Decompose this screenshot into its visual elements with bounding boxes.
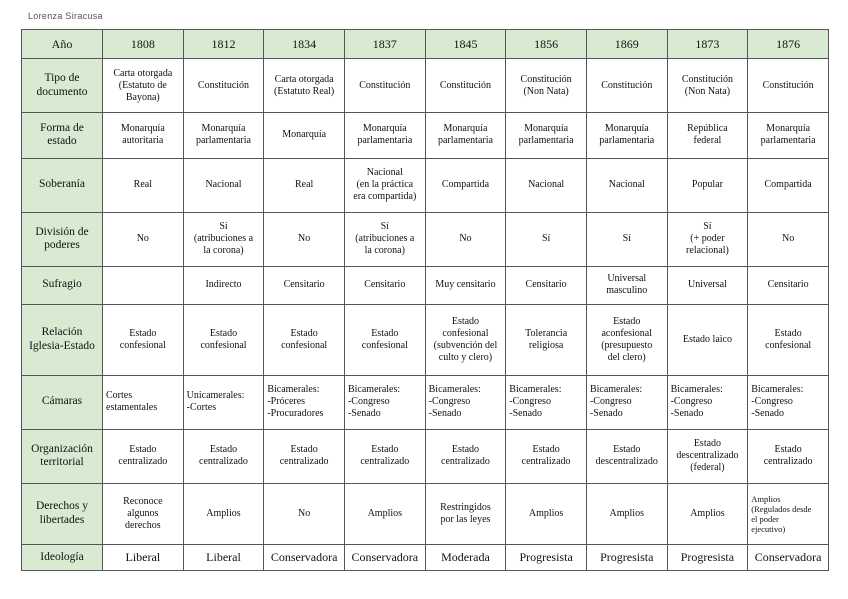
header-year: 1845 — [425, 30, 506, 59]
table-cell: Bicamerales: -Congreso -Senado — [506, 375, 587, 429]
table-row — [22, 304, 829, 375]
table-cell: Sí (atribuciones a la corona) — [183, 212, 264, 266]
table-cell: Estado centralizado — [264, 429, 345, 483]
table-cell: Estado centralizado — [425, 429, 506, 483]
table-cell: Estado descentralizado (federal) — [667, 429, 748, 483]
table-cell: Progresista — [586, 544, 667, 570]
table-cell: Nacional (en la práctica era compartida) — [344, 158, 425, 212]
table-cell: Real — [264, 158, 345, 212]
table-cell: Amplios — [183, 483, 264, 544]
header-year: 1856 — [506, 30, 587, 59]
table-cell: Amplios — [586, 483, 667, 544]
table-cell: Unicamerales: -Cortes — [183, 375, 264, 429]
table-cell: Progresista — [506, 544, 587, 570]
table-cell: Sí (atribuciones a la corona) — [344, 212, 425, 266]
table-cell: Amplios — [344, 483, 425, 544]
table-cell: Monarquía autoritaria — [103, 113, 184, 158]
table-cell: Monarquía — [264, 113, 345, 158]
table-cell: Conservadora — [748, 544, 829, 570]
table-cell: Monarquía parlamentaria — [748, 113, 829, 158]
table-cell: Constitución — [586, 59, 667, 113]
table-row — [22, 212, 829, 266]
table-cell: Moderada — [425, 544, 506, 570]
table-cell: Sí — [506, 212, 587, 266]
table-cell: Muy censitario — [425, 267, 506, 305]
table-row — [22, 267, 829, 305]
table-cell: Real — [103, 158, 184, 212]
table-cell: Estado centralizado — [506, 429, 587, 483]
table-cell: Censitario — [748, 267, 829, 305]
table-cell: No — [425, 212, 506, 266]
constitutions-table — [21, 29, 829, 571]
table-cell: No — [264, 212, 345, 266]
row-label: Cámaras — [22, 375, 103, 429]
table-cell: No — [748, 212, 829, 266]
table-cell: Monarquía parlamentaria — [183, 113, 264, 158]
table-row — [22, 113, 829, 158]
table-cell: No — [264, 483, 345, 544]
table-cell: Constitución — [344, 59, 425, 113]
row-label: Sufragio — [22, 267, 103, 305]
table-cell: Estado centralizado — [748, 429, 829, 483]
table-row — [22, 544, 829, 570]
table-cell: Liberal — [103, 544, 184, 570]
table-cell: Conservadora — [344, 544, 425, 570]
header-year: 1873 — [667, 30, 748, 59]
table-cell: Conservadora — [264, 544, 345, 570]
table-cell: Monarquía parlamentaria — [586, 113, 667, 158]
table-cell: Sí — [586, 212, 667, 266]
table-cell: Carta otorgada (Estatuto Real) — [264, 59, 345, 113]
table-cell: Constitución — [183, 59, 264, 113]
header-year: 1837 — [344, 30, 425, 59]
table-cell: República federal — [667, 113, 748, 158]
table-cell: Sí (+ poder relacional) — [667, 212, 748, 266]
table-cell: Restringidos por las leyes — [425, 483, 506, 544]
row-label: Soberanía — [22, 158, 103, 212]
table-row — [22, 375, 829, 429]
table-cell — [103, 267, 184, 305]
table-cell: Constitución — [425, 59, 506, 113]
table-cell: Reconoce algunos derechos — [103, 483, 184, 544]
table-cell: Estado centralizado — [103, 429, 184, 483]
table-row — [22, 483, 829, 544]
table-cell: Censitario — [344, 267, 425, 305]
row-label: División de poderes — [22, 212, 103, 266]
table-cell: Censitario — [506, 267, 587, 305]
header-year: 1834 — [264, 30, 345, 59]
header-row — [22, 30, 829, 59]
table-cell: Estado confesional — [344, 304, 425, 375]
table-cell: Progresista — [667, 544, 748, 570]
table-cell: Bicamerales: -Congreso -Senado — [748, 375, 829, 429]
table-cell: Bicamerales: -Congreso -Senado — [667, 375, 748, 429]
row-label: Relación Iglesia-Estado — [22, 304, 103, 375]
table-cell: Estado confesional — [264, 304, 345, 375]
table-cell: Amplios (Regulados desde el poder ejecutivo) — [748, 483, 829, 544]
table-cell: Bicamerales: -Congreso -Senado — [586, 375, 667, 429]
table-cell: Bicamerales: -Congreso -Senado — [425, 375, 506, 429]
table-cell: Nacional — [183, 158, 264, 212]
table-cell: No — [103, 212, 184, 266]
table-cell: Estado confesional — [748, 304, 829, 375]
table-cell: Censitario — [264, 267, 345, 305]
table-cell: Amplios — [506, 483, 587, 544]
table-cell: Constitución (Non Nata) — [506, 59, 587, 113]
table-cell: Amplios — [667, 483, 748, 544]
row-label: Organización territorial — [22, 429, 103, 483]
table-cell: Estado centralizado — [344, 429, 425, 483]
table-cell: Carta otorgada (Estatuto de Bayona) — [103, 59, 184, 113]
table-row — [22, 59, 829, 113]
header-year: 1869 — [586, 30, 667, 59]
table-cell: Estado confesional (subvención del culto y clero) — [425, 304, 506, 375]
table-cell: Nacional — [506, 158, 587, 212]
table-cell: Nacional — [586, 158, 667, 212]
author-name: Lorenza Siracusa — [28, 11, 103, 21]
table-cell: Estado aconfesional (presupuesto del clero) — [586, 304, 667, 375]
table-cell: Estado confesional — [103, 304, 184, 375]
header-year-label: Año — [22, 30, 103, 59]
table-cell: Estado confesional — [183, 304, 264, 375]
header-year: 1808 — [103, 30, 184, 59]
row-label: Derechos y libertades — [22, 483, 103, 544]
table-cell: Universal — [667, 267, 748, 305]
table-cell: Cortes estamentales — [103, 375, 184, 429]
table-cell: Bicamerales: -Congreso -Senado — [344, 375, 425, 429]
table-cell: Bicamerales: -Próceres -Procuradores — [264, 375, 345, 429]
table-cell: Indirecto — [183, 267, 264, 305]
table-cell: Estado centralizado — [183, 429, 264, 483]
row-label: Forma de estado — [22, 113, 103, 158]
table-row — [22, 158, 829, 212]
table-cell: Constitución (Non Nata) — [667, 59, 748, 113]
table-cell: Constitución — [748, 59, 829, 113]
table-cell: Popular — [667, 158, 748, 212]
table-cell: Estado laico — [667, 304, 748, 375]
table-cell: Tolerancia religiosa — [506, 304, 587, 375]
table-cell: Universal masculino — [586, 267, 667, 305]
table-cell: Monarquía parlamentaria — [506, 113, 587, 158]
table-cell: Liberal — [183, 544, 264, 570]
header-year: 1876 — [748, 30, 829, 59]
row-label: Ideología — [22, 544, 103, 570]
table-row — [22, 429, 829, 483]
table-cell: Monarquía parlamentaria — [425, 113, 506, 158]
header-year: 1812 — [183, 30, 264, 59]
table-cell: Monarquía parlamentaria — [344, 113, 425, 158]
table-cell: Compartida — [425, 158, 506, 212]
row-label: Tipo de documento — [22, 59, 103, 113]
table-cell: Compartida — [748, 158, 829, 212]
table-cell: Estado descentralizado — [586, 429, 667, 483]
